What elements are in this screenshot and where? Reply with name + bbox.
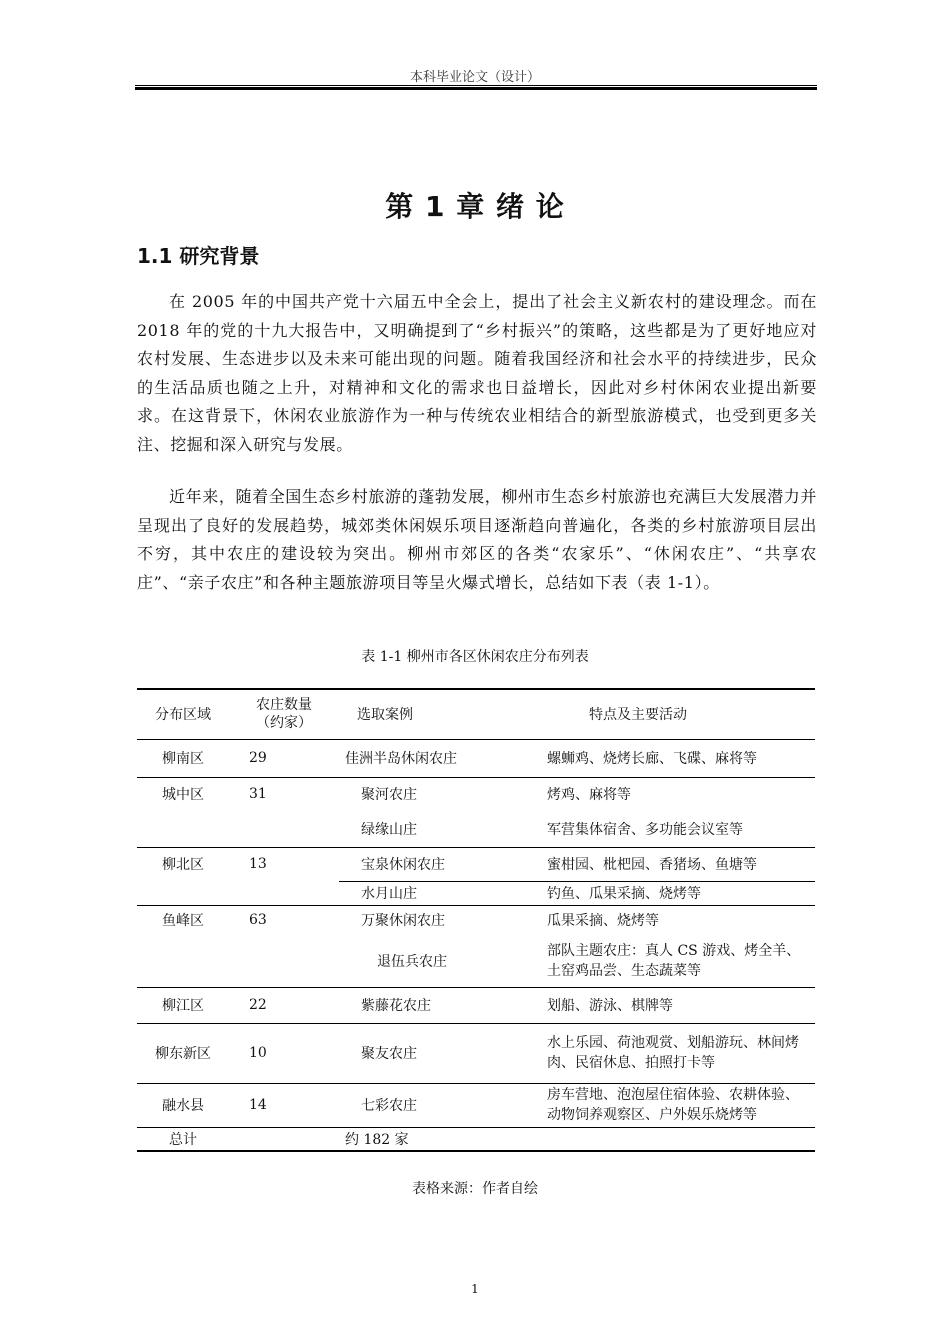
farm-distribution-table (137, 688, 815, 1152)
header-rule-thick (135, 87, 817, 90)
cell-case: 聚友农庄 (339, 1023, 533, 1083)
total-value: 约 182 家 (339, 1127, 533, 1151)
table-header-row (137, 689, 815, 739)
cell-region (137, 935, 229, 987)
table-row (137, 881, 815, 905)
cell-region: 城中区 (137, 777, 229, 811)
cell-features: 划船、游泳、棋牌等 (533, 987, 815, 1023)
cell-count: 29 (229, 739, 339, 777)
cell-case: 宝泉休闲农庄 (339, 847, 533, 881)
cell-count (229, 811, 339, 847)
header-features: 特点及主要活动 (533, 689, 815, 739)
header-count (229, 689, 339, 739)
cell-region: 柳北区 (137, 847, 229, 881)
table-caption: 表 1-1 柳州市各区休闲农庄分布列表 (361, 649, 589, 665)
table-row (137, 777, 815, 811)
cell-features: 烤鸡、麻将等 (533, 777, 815, 811)
table-row (137, 1083, 815, 1127)
paragraph-2: 近年来，随着全国生态乡村旅游的蓬勃发展，柳州市生态乡村旅游也充满巨大发展潜力并呈现出了良好的发展趋势，城郊类休闲娱乐项目逐渐趋向普遍化，各类的乡村旅游项目层出不穷，其中农庄的建设较为突出。柳州市郊区的各类“农家乐”、“休闲农庄”、“共享农庄”、“亲子农庄”和各种主题旅游项目等呈火爆式增长，总结如下表（表 1-1）。 (137, 487, 817, 592)
table-source: 表格来源：作者自绘 (412, 1181, 538, 1197)
cell-features: 瓜果采摘、烧烤等 (533, 905, 815, 935)
header-case: 选取案例 (339, 689, 533, 739)
cell-region (137, 811, 229, 847)
cell-features: 水上乐园、荷池观赏、划船游玩、林间烤肉、民宿休息、拍照打卡等 (533, 1023, 815, 1083)
cell-count (229, 935, 339, 987)
table-row (137, 935, 815, 987)
table-row (137, 739, 815, 777)
cell-features: 螺蛳鸡、烧烤长廊、飞碟、麻将等 (533, 739, 815, 777)
cell-case: 水月山庄 (339, 881, 533, 905)
cell-case: 万聚休闲农庄 (339, 905, 533, 935)
cell-features: 部队主题农庄：真人 CS 游戏、烤全羊、土窑鸡品尝、生态蔬菜等 (547, 942, 801, 979)
cell-region (137, 881, 229, 905)
cell-region: 鱼峰区 (137, 905, 229, 935)
cell-count: 31 (229, 777, 339, 811)
table-row (137, 847, 815, 881)
section-title: 1.1 研究背景 (137, 244, 260, 268)
chapter-title: 第 1 章 绪 论 (385, 190, 565, 223)
cell-features: 军营集体宿舍、多功能会议室等 (547, 821, 743, 838)
table-row (137, 905, 815, 935)
cell-count (229, 881, 339, 905)
cell-count: 63 (229, 905, 339, 935)
header-count-line1: 农庄数量 (256, 697, 312, 714)
cell-case: 退伍兵农庄 (377, 953, 447, 970)
cell-count: 14 (229, 1083, 339, 1127)
cell-count: 10 (229, 1023, 339, 1083)
total-label: 总计 (137, 1127, 229, 1151)
table-row (137, 1023, 815, 1083)
cell-region: 融水县 (137, 1083, 229, 1127)
page-header: 本科毕业论文（设计） (409, 70, 540, 85)
cell-count: 13 (229, 847, 339, 881)
paragraph-1: 在 2005 年的中国共产党十六届五中全会上，提出了社会主义新农村的建设理念。而在 2018 年的党的十九大报告中，又明确提到了“乡村振兴”的策略，这些都是为了更好地应对农村发展、生态进步以及未来可能出现的问题。随着我国经济和社会水平的持续进步，民众的生活品质也随之上升，对精神和文化的需求也日益增长，因此对乡村休闲农业提出新要求。在这背景下，休闲农业旅游作为一种与传统农业相结合的新型旅游模式，也受到更多关注、挖掘和深入研究与发展。 (137, 292, 817, 454)
cell-count: 22 (229, 987, 339, 1023)
cell-region: 柳东新区 (137, 1023, 229, 1083)
table-row (137, 811, 815, 847)
header-rule (135, 85, 817, 86)
header-count-line2: （约家） (256, 715, 312, 732)
cell-case: 绿缘山庄 (361, 821, 417, 838)
cell-case: 紫藤花农庄 (339, 987, 533, 1023)
page-number: 1 (471, 1282, 479, 1296)
cell-features: 房车营地、泡泡屋住宿体验、农耕体验、动物饲养观察区、户外娱乐烧烤等 (533, 1083, 815, 1127)
cell-case: 七彩农庄 (339, 1083, 533, 1127)
header-region: 分布区域 (137, 689, 229, 739)
table-row (137, 987, 815, 1023)
table-total-row (137, 1127, 815, 1151)
cell-region: 柳江区 (137, 987, 229, 1023)
cell-features: 蜜柑园、枇杷园、香猪场、鱼塘等 (533, 847, 815, 881)
cell-case: 聚河农庄 (339, 777, 533, 811)
cell-case: 佳洲半岛休闲农庄 (339, 739, 533, 777)
cell-region: 柳南区 (137, 739, 229, 777)
cell-features: 钓鱼、瓜果采摘、烧烤等 (533, 881, 815, 905)
